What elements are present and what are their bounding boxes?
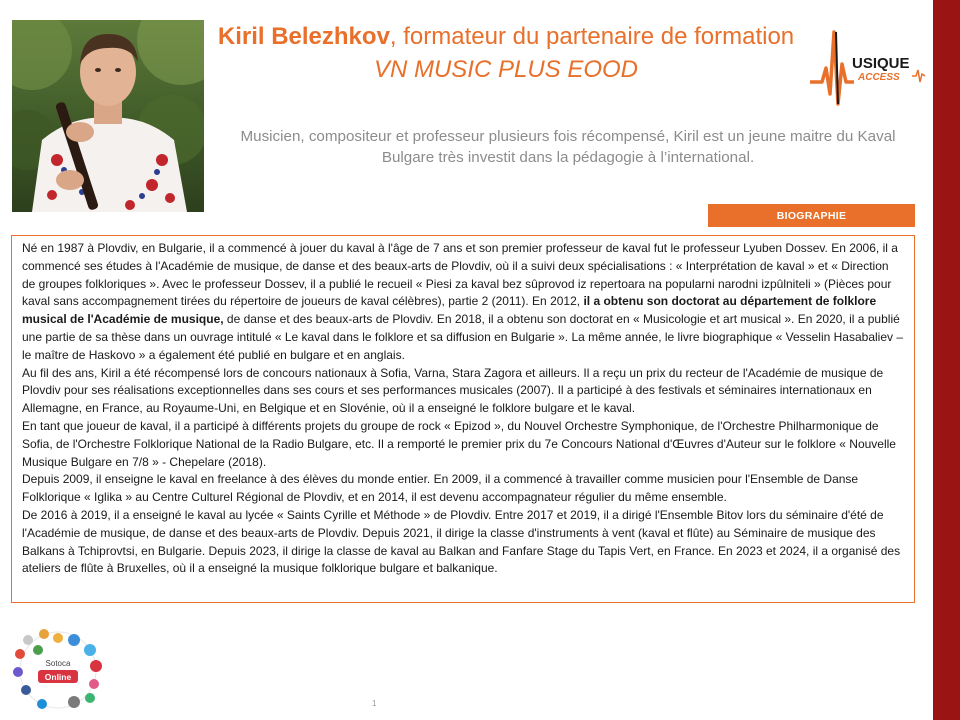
logo-text-access: ACCESS [858,72,900,83]
badge-text-online: Online [44,672,72,682]
bio-paragraph-1: Né en 1987 à Plovdiv, en Bulgarie, il a commencé à jouer du kaval à l'âge de 7 ans et son premier professeur de kaval fut le professeur Lyuben Dossev. En 2006, il a commencé ses études à l'Académie de musique, de danse et des beaux-arts de Plovdiv, où il a suivi deux spécialisations : « Interprétation de kaval » et « Direction de groupes folkloriques ». Avec le professeur Dossev, il a publié le recueil « Piesi za kaval bez sûprovod iz repertoara na popularni narodni izpûlniteli » (Pièces pour kaval sans accompagnement tirées du répertoire de joueurs de kaval célèbres), partie 2 (2011). En 2012, il a obtenu son doctorat au département de folklore musical de l'Académie de musique, de danse et des beaux-arts de Plovdiv. En 2018, il a obtenu son doctorat en « Musicologie et art musical ». En 2020, il a publié une partie de sa thèse dans un ouvrage intitulé « Le kaval dans le folklore et sa diffusion en Bulgarie ». La même année, le livre biographique « Vesselin Hasabaliev – le maître de Haskovo » a également été publié en bulgare et en anglais. [22,241,904,362]
badge-text-sotoca: Sotoca [45,659,71,668]
trainer-name: Kiril Belezhkov [217,23,390,50]
title-middle: , formateur du partenaire de formation [389,23,795,50]
bio-bold-phrase: il a obtenu son doctorat au département de folklore musical de l'Académie de musique, [22,294,877,327]
musique-access-logo [808,24,926,110]
bio-paragraph-5: De 2016 à 2019, il a enseigné le kaval au lycée « Saints Cyrille et Méthode » de Plovdiv. Entre 2017 et 2019, il a dirigé l'Ensemble Bitov lors du séminaire d'été de l'Académie de musique, de danse et des beaux-arts de Plovdiv. Depuis 2021, il dirige la classe d'instruments à vent (kaval et flûte) au Séminaire de musique des Balkans à Tchiprovtsi, en Bulgarie. Depuis 2023, il dirige la classe de kaval au Balkan and Fanfare Stage du Tapis Vert, en France. En 2023 et 2024, il a organisé des ateliers de flûte à Bruxelles, où il a enseigné la musique folklorique bulgare et balkanique. [22,507,901,576]
portrait-photo [12,20,204,212]
page-number: 1 [372,699,377,708]
page-title [215,20,797,86]
bio-paragraph-4: Depuis 2009, il enseigne le kaval en freelance à des élèves du monde entier. En 2009, il a commencé à travailler comme musicien pour l'Ensemble de Danse Folklorique « Iglika » au Centre Culturel Régional de Plovdiv, et en 2014, il est devenu accompagnateur régulier du même ensemble. [22,472,859,505]
social-media-badge [8,628,108,712]
logo-text-musique: USIQUE [852,55,910,72]
page-subtitle: Musicien, compositeur et professeur plusieurs fois récompensé, Kiril est un jeune maitre du Kaval Bulgare très investit dans la pédagogie à l’international. [240,128,896,166]
right-sidebar-bar [933,0,960,720]
biography-tab: BIOGRAPHIE [708,204,915,227]
biography-text-box [11,235,915,603]
bio-paragraph-2: Au fil des ans, Kiril a été récompensé lors de concours nationaux à Sofia, Varna, Stara Zagora et ailleurs. Il a reçu un prix du recteur de l'Académie de musique de Plovdiv pour ses réalisations exceptionnelles dans ses cours et ses performances musicales (2007). Il a participé à des festivals et séminaires internationaux en Allemagne, en France, au Royaume-Uni, en Belgique et en Slovénie, où il a enseigné le folklore bulgare et le kaval. [22,365,884,416]
bio-paragraph-3: En tant que joueur de kaval, il a participé à différents projets du groupe de rock « Epizod », du Nouvel Orchestre Symphonique, de l'Orchestre Philharmonique de Sofia, de l'Orchestre Folklorique National de la Radio Bulgare, etc. Il a remporté le premier prix du 7e Concours National d'Œuvres d'Auteur sur le folklore « Nouvelle Musique Bulgare en 7/8 » - Chepelare (2018). [22,418,896,469]
organization-name: VN MUSIC PLUS EOOD [373,56,639,83]
